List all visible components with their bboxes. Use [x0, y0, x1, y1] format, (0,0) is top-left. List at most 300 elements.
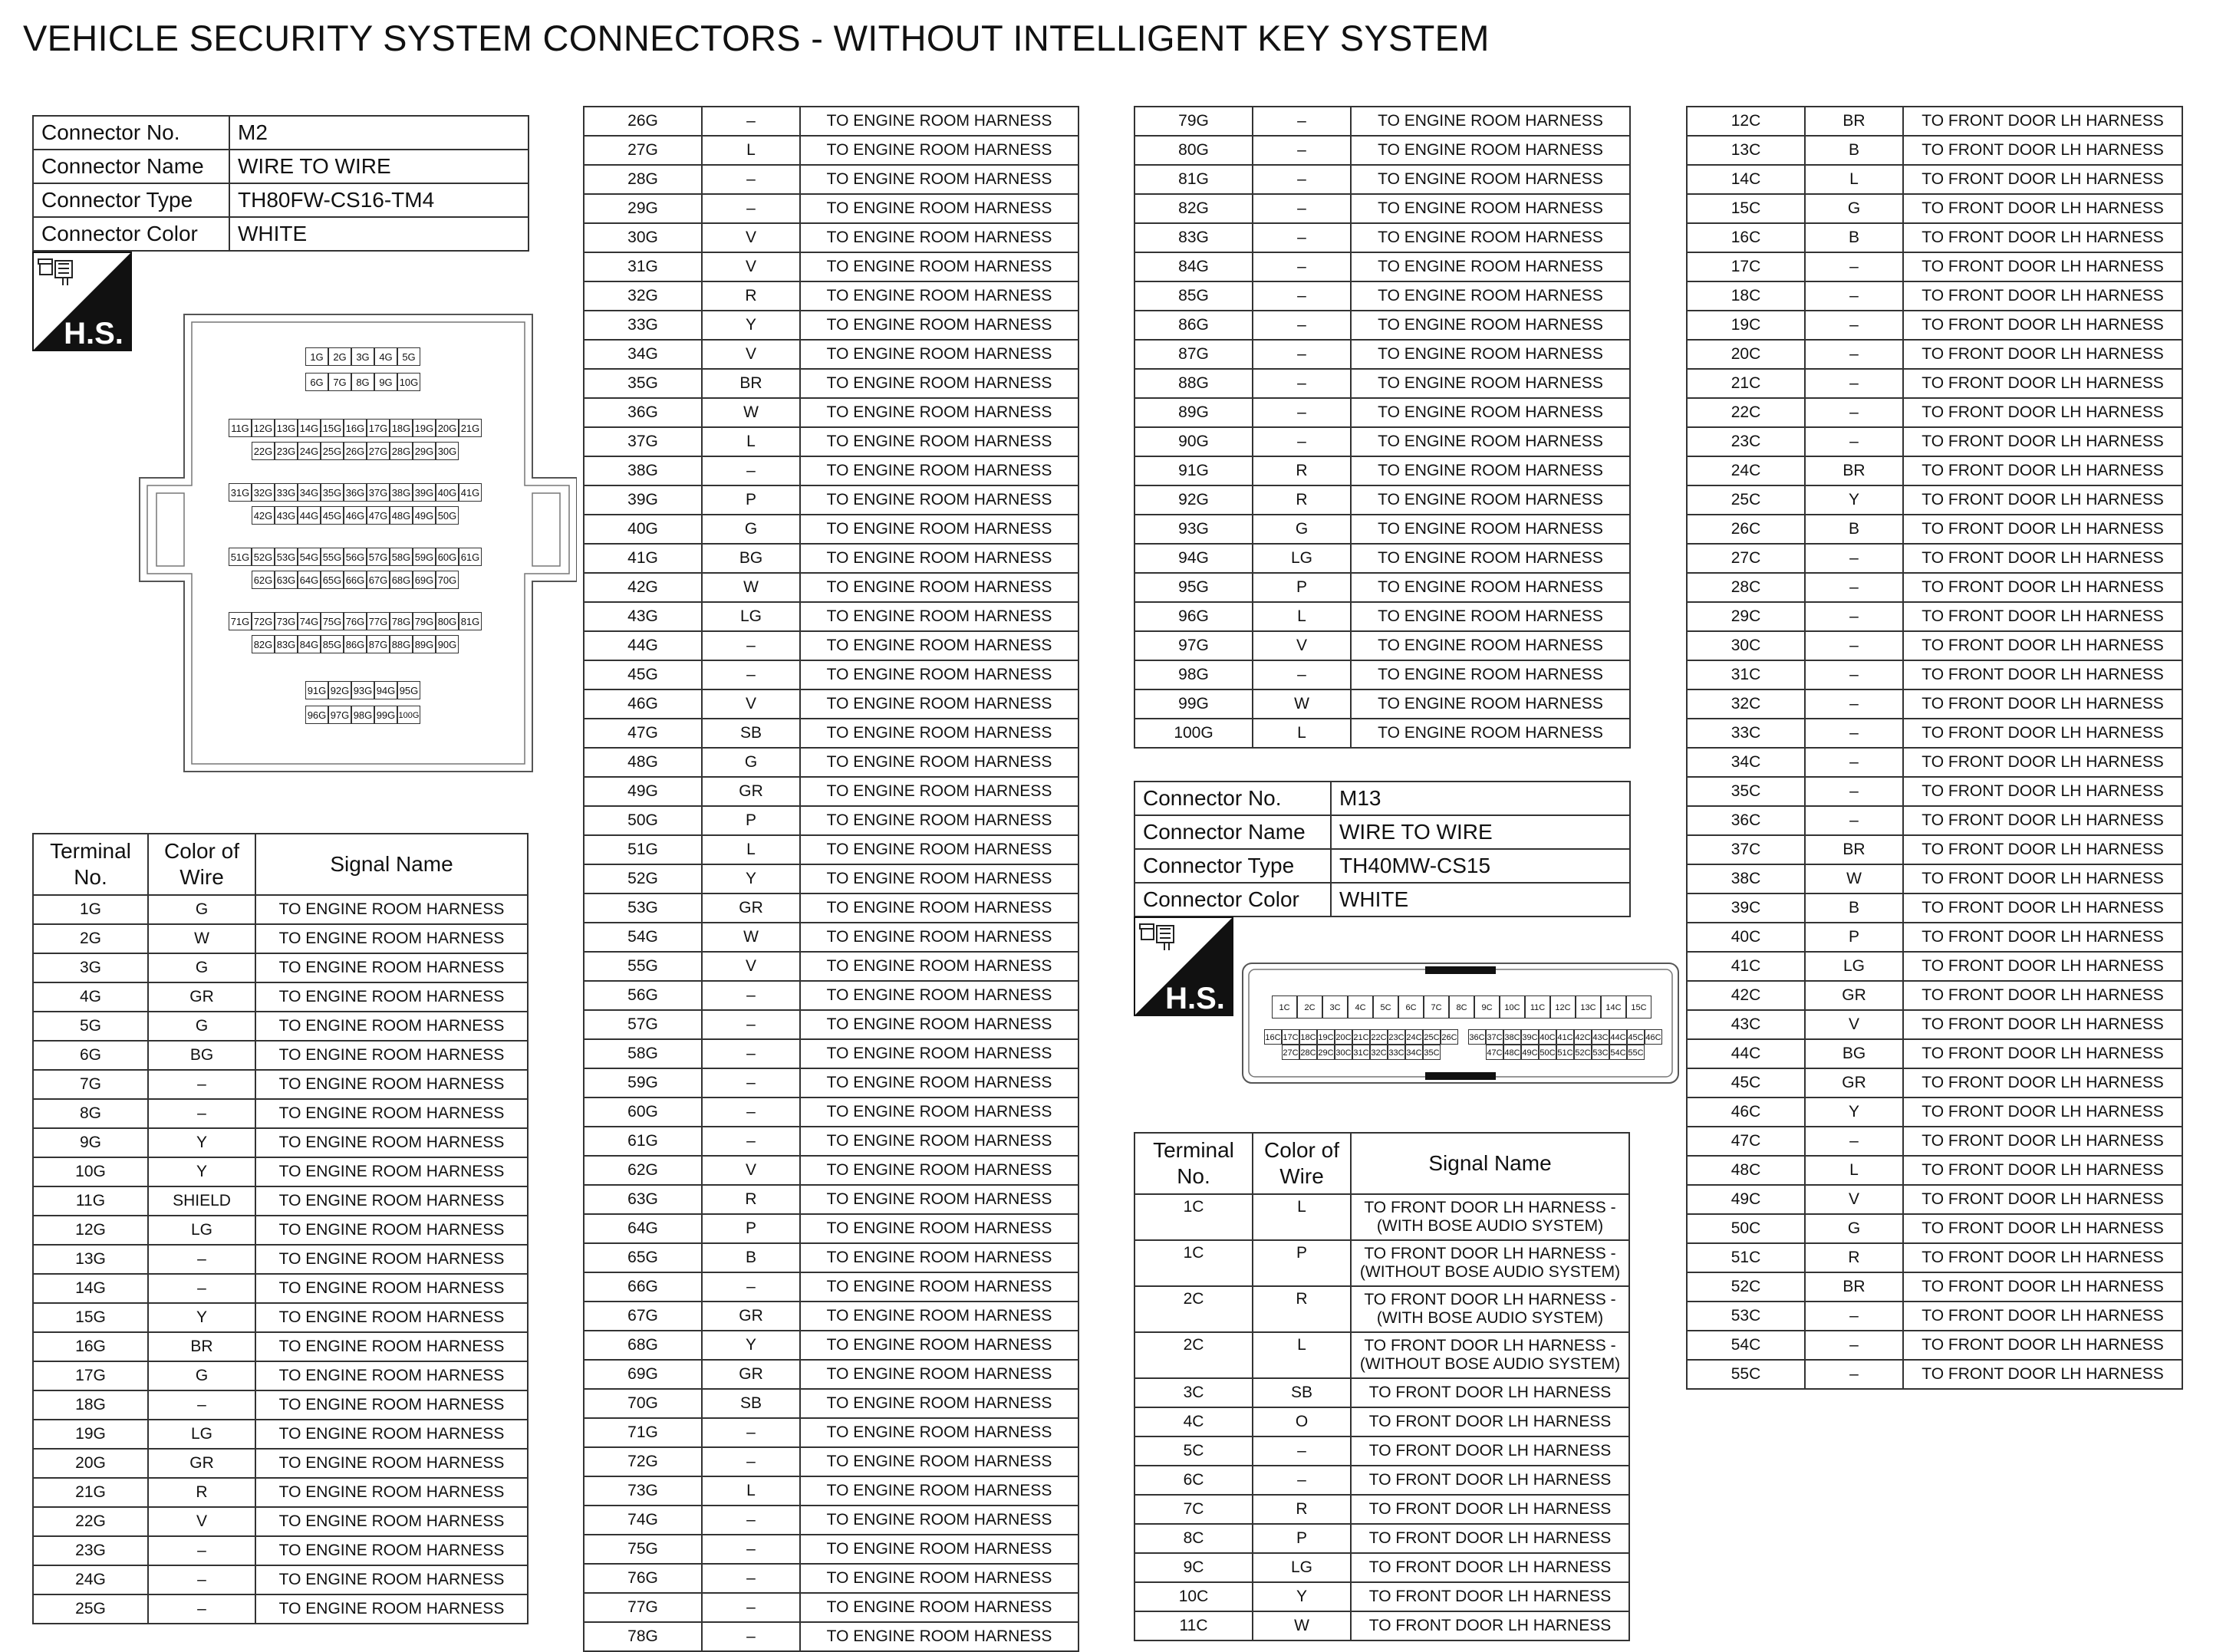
wire-color: G — [148, 953, 255, 982]
terminal-no: 35G — [584, 369, 702, 398]
wire-color: L — [1253, 602, 1351, 631]
signal-name: TO ENGINE ROOM HARNESS — [255, 1157, 528, 1186]
terminal-cavity: 21C — [1352, 1029, 1370, 1045]
terminal-cavity: 13G — [275, 419, 298, 437]
signal-name: TO ENGINE ROOM HARNESS — [800, 1622, 1078, 1651]
terminal-no: 45G — [584, 660, 702, 689]
signal-name: TO FRONT DOOR LH HARNESS — [1351, 1466, 1629, 1495]
terminal-cavity: 52C — [1574, 1045, 1592, 1060]
signal-name: TO ENGINE ROOM HARNESS — [1351, 485, 1630, 515]
terminal-no: 46C — [1687, 1097, 1805, 1127]
signal-name: TO ENGINE ROOM HARNESS — [1351, 369, 1630, 398]
info-label: Connector Color — [33, 217, 229, 251]
terminal-no: 47G — [584, 719, 702, 748]
terminal-cavity: 93G — [351, 681, 374, 699]
header-color: Color of Wire — [1253, 1133, 1351, 1194]
terminal-no: 17G — [33, 1361, 148, 1390]
wire-color: R — [702, 1185, 800, 1214]
signal-line-2: (WITH BOSE AUDIO SYSTEM) — [1376, 1309, 1604, 1327]
terminal-no: 29C — [1687, 602, 1805, 631]
wire-color: – — [1805, 660, 1903, 689]
terminal-no: 22C — [1687, 398, 1805, 427]
wire-color: GR — [1805, 1068, 1903, 1097]
terminal-no: 45C — [1687, 1068, 1805, 1097]
signal-name: TO ENGINE ROOM HARNESS — [255, 1478, 528, 1507]
wire-color: V — [1805, 1185, 1903, 1214]
table-row — [1134, 544, 1630, 573]
table-row — [584, 398, 1078, 427]
info-value: M2 — [229, 116, 529, 150]
table-row — [1134, 1332, 1629, 1378]
info-label: Connector Type — [1134, 849, 1331, 883]
terminal-cavity: 95G — [397, 681, 420, 699]
wire-color: – — [1805, 748, 1903, 777]
signal-name: TO FRONT DOOR LH HARNESS — [1903, 1185, 2182, 1214]
info-value: M13 — [1331, 782, 1630, 815]
signal-name: TO ENGINE ROOM HARNESS — [1351, 398, 1630, 427]
table-row — [584, 311, 1078, 340]
signal-name: TO ENGINE ROOM HARNESS — [800, 952, 1078, 981]
table-row — [1687, 660, 2182, 689]
terminal-cavity: 73G — [275, 612, 298, 630]
terminal-no: 64G — [584, 1214, 702, 1243]
table-row — [1687, 719, 2182, 748]
terminal-no: 15G — [33, 1303, 148, 1332]
wire-color: – — [1253, 369, 1351, 398]
table-row — [1134, 369, 1630, 398]
wire-color: – — [702, 456, 800, 485]
terminal-cavity: 96G — [305, 706, 328, 724]
signal-name: TO ENGINE ROOM HARNESS — [800, 777, 1078, 806]
terminal-no: 98G — [1134, 660, 1253, 689]
table-row — [584, 1593, 1078, 1622]
wire-color: G — [1805, 194, 1903, 223]
wire-color: L — [702, 136, 800, 165]
terminal-no: 10C — [1134, 1582, 1253, 1611]
table-row — [33, 1245, 528, 1274]
terminal-cavity: 69G — [413, 571, 436, 589]
signal-name: TO ENGINE ROOM HARNESS — [800, 835, 1078, 864]
terminal-cavity: 38C — [1503, 1029, 1521, 1045]
terminal-no: 30G — [584, 223, 702, 252]
signal-name: TO ENGINE ROOM HARNESS — [1351, 456, 1630, 485]
terminal-no: 10G — [33, 1157, 148, 1186]
signal-name: TO ENGINE ROOM HARNESS — [800, 1068, 1078, 1097]
signal-name: TO ENGINE ROOM HARNESS — [255, 1070, 528, 1099]
terminal-no: 89G — [1134, 398, 1253, 427]
terminal-no: 2C — [1134, 1286, 1253, 1332]
table-row — [1687, 281, 2182, 311]
wire-color: Y — [1805, 485, 1903, 515]
m2-terminal-table-continued-2 — [1134, 106, 1631, 749]
table-row — [584, 252, 1078, 281]
terminal-cavity: 75G — [321, 612, 344, 630]
table-row — [1687, 1302, 2182, 1331]
table-row — [1687, 194, 2182, 223]
m13-terminal-table-continued — [1686, 106, 2183, 1390]
terminal-cavity: 37G — [367, 483, 390, 502]
terminal-no: 41C — [1687, 952, 1805, 981]
terminal-cavity: 16G — [344, 419, 367, 437]
terminal-no: 2G — [33, 924, 148, 953]
terminal-cavity: 53C — [1592, 1045, 1609, 1060]
wire-color: – — [1805, 340, 1903, 369]
wire-color: – — [1805, 398, 1903, 427]
terminal-no: 53C — [1687, 1302, 1805, 1331]
terminal-no: 36C — [1687, 806, 1805, 835]
terminal-no: 48G — [584, 748, 702, 777]
terminal-cavity: 51C — [1556, 1045, 1574, 1060]
terminal-cavity: 97G — [328, 706, 351, 724]
signal-name: TO ENGINE ROOM HARNESS — [800, 194, 1078, 223]
terminal-no: 14C — [1687, 165, 1805, 194]
wire-color: GR — [702, 1302, 800, 1331]
table-row — [584, 340, 1078, 369]
wire-color: – — [1253, 427, 1351, 456]
terminal-cavity: 52G — [252, 548, 275, 566]
table-row — [584, 806, 1078, 835]
m2-terminal-table — [32, 833, 529, 1624]
terminal-no: 31G — [584, 252, 702, 281]
terminal-cavity: 92G — [328, 681, 351, 699]
terminal-cavity: 8G — [351, 373, 374, 391]
wire-color: BG — [148, 1041, 255, 1070]
terminal-no: 12C — [1687, 107, 1805, 136]
table-row — [584, 981, 1078, 1010]
table-row — [1687, 398, 2182, 427]
terminal-cavity: 91G — [305, 681, 328, 699]
terminal-no: 20C — [1687, 340, 1805, 369]
terminal-cavity: 68G — [390, 571, 413, 589]
table-row — [1134, 1524, 1629, 1553]
wire-color: – — [1805, 777, 1903, 806]
terminal-no: 24G — [33, 1565, 148, 1594]
terminal-cavity: 42G — [252, 506, 275, 525]
terminal-no: 67G — [584, 1302, 702, 1331]
signal-name: TO ENGINE ROOM HARNESS — [1351, 719, 1630, 748]
terminal-cavity: 4G — [374, 347, 397, 366]
signal-name: TO ENGINE ROOM HARNESS — [800, 806, 1078, 835]
terminal-cavity: 29C — [1317, 1045, 1335, 1060]
terminal-no: 39C — [1687, 893, 1805, 923]
terminal-cavity: 6C — [1398, 995, 1424, 1019]
terminal-no: 90G — [1134, 427, 1253, 456]
wire-color: – — [1253, 194, 1351, 223]
wire-color: W — [702, 398, 800, 427]
wire-color: GR — [148, 1449, 255, 1478]
wire-color: L — [702, 835, 800, 864]
m13-connector-face — [1241, 957, 1680, 1089]
wire-color: – — [1253, 398, 1351, 427]
terminal-cavity: 32C — [1370, 1045, 1388, 1060]
terminal-no: 5C — [1134, 1436, 1253, 1466]
table-row — [1687, 1214, 2182, 1243]
terminal-no: 52G — [584, 864, 702, 893]
wire-color: – — [148, 1099, 255, 1128]
wire-color: L — [702, 1476, 800, 1506]
table-row — [1134, 1194, 1629, 1240]
signal-name: TO FRONT DOOR LH HARNESS — [1903, 515, 2182, 544]
terminal-cavity: 11C — [1525, 995, 1550, 1019]
terminal-no: 22G — [33, 1507, 148, 1536]
table-row — [1687, 952, 2182, 981]
wire-color: L — [1805, 165, 1903, 194]
terminal-no: 88G — [1134, 369, 1253, 398]
info-row — [33, 150, 529, 183]
terminal-no: 30C — [1687, 631, 1805, 660]
table-row — [584, 602, 1078, 631]
wire-color: – — [702, 1564, 800, 1593]
terminal-cavity: 39G — [413, 483, 436, 502]
terminal-cavity: 46C — [1645, 1029, 1662, 1045]
signal-name: TO FRONT DOOR LH HARNESS — [1903, 1331, 2182, 1360]
header-signal: Signal Name — [1351, 1133, 1629, 1194]
signal-name: TO ENGINE ROOM HARNESS — [800, 223, 1078, 252]
wire-color: V — [148, 1507, 255, 1536]
table-row — [584, 1535, 1078, 1564]
terminal-cavity: 3C — [1322, 995, 1348, 1019]
table-row — [1134, 456, 1630, 485]
terminal-no: 41G — [584, 544, 702, 573]
terminal-no: 3G — [33, 953, 148, 982]
signal-name: TO ENGINE ROOM HARNESS — [800, 689, 1078, 719]
table-row — [1134, 1582, 1629, 1611]
signal-name: TO ENGINE ROOM HARNESS — [800, 281, 1078, 311]
terminal-no: 97G — [1134, 631, 1253, 660]
terminal-cavity: 17C — [1282, 1029, 1299, 1045]
table-row — [33, 1420, 528, 1449]
terminal-cavity: 85G — [321, 635, 344, 653]
table-row — [33, 1099, 528, 1128]
signal-name: TO FRONT DOOR LH HARNESS — [1903, 660, 2182, 689]
terminal-cavity: 10C — [1500, 995, 1525, 1019]
signal-name: TO FRONT DOOR LH HARNESS — [1903, 1127, 2182, 1156]
terminal-no: 40G — [584, 515, 702, 544]
terminal-cavity: 98G — [351, 706, 374, 724]
signal-name: TO ENGINE ROOM HARNESS — [800, 515, 1078, 544]
terminal-no: 3C — [1134, 1378, 1253, 1407]
info-label: Connector Name — [33, 150, 229, 183]
wire-color: – — [702, 107, 800, 136]
table-row — [1134, 1286, 1629, 1332]
table-row — [33, 1216, 528, 1245]
wire-color: BR — [1805, 1272, 1903, 1302]
signal-name: TO ENGINE ROOM HARNESS — [255, 1536, 528, 1565]
terminal-cavity: 36G — [344, 483, 367, 502]
terminal-cavity: 30C — [1335, 1045, 1352, 1060]
terminal-no: 59G — [584, 1068, 702, 1097]
wire-color: GR — [148, 982, 255, 1012]
info-label: Connector No. — [33, 116, 229, 150]
header-row — [1134, 1133, 1629, 1194]
signal-name: TO FRONT DOOR LH HARNESS — [1903, 223, 2182, 252]
terminal-no: 14G — [33, 1274, 148, 1303]
table-row — [584, 923, 1078, 952]
signal-name: TO ENGINE ROOM HARNESS — [800, 1593, 1078, 1622]
table-row — [584, 1010, 1078, 1039]
wire-color: – — [148, 1245, 255, 1274]
table-row — [33, 1012, 528, 1041]
terminal-no: 35C — [1687, 777, 1805, 806]
m2-connector-info-table — [32, 115, 529, 252]
wire-color: L — [1253, 1194, 1351, 1240]
header-color: Color of Wire — [148, 834, 255, 895]
signal-name: TO ENGINE ROOM HARNESS — [800, 1243, 1078, 1272]
wire-color: – — [1805, 369, 1903, 398]
terminal-cavity: 50G — [436, 506, 459, 525]
table-row — [1687, 923, 2182, 952]
terminal-no: 7C — [1134, 1495, 1253, 1524]
wire-color: V — [702, 952, 800, 981]
terminal-no: 6C — [1134, 1466, 1253, 1495]
wire-color: G — [148, 1361, 255, 1390]
table-row — [1687, 1127, 2182, 1156]
terminal-no: 93G — [1134, 515, 1253, 544]
table-row — [1134, 1553, 1629, 1582]
terminal-no: 18G — [33, 1390, 148, 1420]
signal-name: TO ENGINE ROOM HARNESS — [1351, 194, 1630, 223]
svg-text:H.S.: H.S. — [64, 317, 123, 350]
signal-name: TO ENGINE ROOM HARNESS — [1351, 660, 1630, 689]
terminal-no: 17C — [1687, 252, 1805, 281]
terminal-no: 27G — [584, 136, 702, 165]
signal-name: TO FRONT DOOR LH HARNESS — [1903, 427, 2182, 456]
signal-name: TO ENGINE ROOM HARNESS — [800, 485, 1078, 515]
table-row — [584, 369, 1078, 398]
terminal-cavity: 35C — [1423, 1045, 1441, 1060]
terminal-no: 8G — [33, 1099, 148, 1128]
wire-color: G — [1253, 515, 1351, 544]
terminal-cavity: 70G — [436, 571, 459, 589]
wire-color: GR — [702, 1360, 800, 1389]
signal-name: TO ENGINE ROOM HARNESS — [800, 1127, 1078, 1156]
terminal-no: 44G — [584, 631, 702, 660]
table-row — [33, 1594, 528, 1624]
signal-name: TO ENGINE ROOM HARNESS — [1351, 340, 1630, 369]
terminal-no: 21C — [1687, 369, 1805, 398]
signal-name: TO ENGINE ROOM HARNESS — [800, 748, 1078, 777]
terminal-no: 26G — [584, 107, 702, 136]
table-row — [33, 1449, 528, 1478]
signal-name: TO FRONT DOOR LH HARNESS — [1903, 398, 2182, 427]
terminal-cavity: 14C — [1601, 995, 1626, 1019]
wire-color: W — [148, 924, 255, 953]
terminal-cavity: 48G — [390, 506, 413, 525]
signal-name: TO FRONT DOOR LH HARNESS — [1903, 806, 2182, 835]
terminal-no: 4C — [1134, 1407, 1253, 1436]
wire-color: P — [1253, 1240, 1351, 1286]
signal-name — [1351, 1286, 1629, 1332]
table-row — [1687, 311, 2182, 340]
terminal-no: 94G — [1134, 544, 1253, 573]
terminal-no: 5G — [33, 1012, 148, 1041]
table-row — [1687, 515, 2182, 544]
m13-harness-side-icon — [1134, 916, 1233, 1016]
terminal-cavity: 1C — [1272, 995, 1297, 1019]
terminal-cavity: 44C — [1609, 1029, 1627, 1045]
signal-name: TO ENGINE ROOM HARNESS — [255, 1216, 528, 1245]
table-row — [584, 281, 1078, 311]
table-row — [1687, 835, 2182, 864]
signal-name: TO ENGINE ROOM HARNESS — [800, 602, 1078, 631]
terminal-no: 61G — [584, 1127, 702, 1156]
terminal-no: 47C — [1687, 1127, 1805, 1156]
signal-name: TO ENGINE ROOM HARNESS — [255, 1565, 528, 1594]
signal-name: TO ENGINE ROOM HARNESS — [800, 1272, 1078, 1302]
terminal-no: 26C — [1687, 515, 1805, 544]
table-row — [1134, 107, 1630, 136]
terminal-cavity: 15G — [321, 419, 344, 437]
table-row — [584, 864, 1078, 893]
signal-name: TO ENGINE ROOM HARNESS — [800, 719, 1078, 748]
terminal-no: 50C — [1687, 1214, 1805, 1243]
signal-name: TO ENGINE ROOM HARNESS — [255, 1420, 528, 1449]
terminal-cavity: 84G — [298, 635, 321, 653]
terminal-no: 34G — [584, 340, 702, 369]
terminal-no: 21G — [33, 1478, 148, 1507]
table-row — [33, 1507, 528, 1536]
table-row — [1134, 573, 1630, 602]
wire-color: – — [1805, 689, 1903, 719]
table-row — [584, 660, 1078, 689]
signal-name: TO ENGINE ROOM HARNESS — [1351, 602, 1630, 631]
header-terminal: Terminal No. — [1134, 1133, 1253, 1194]
wire-color: – — [1805, 719, 1903, 748]
signal-name: TO ENGINE ROOM HARNESS — [800, 427, 1078, 456]
terminal-no: 1C — [1134, 1194, 1253, 1240]
signal-name: TO FRONT DOOR LH HARNESS — [1351, 1436, 1629, 1466]
terminal-cavity: 87G — [367, 635, 390, 653]
signal-name: TO ENGINE ROOM HARNESS — [1351, 252, 1630, 281]
terminal-cavity: 67G — [367, 571, 390, 589]
table-row — [1687, 340, 2182, 369]
table-row — [1134, 1240, 1629, 1286]
table-row — [1687, 893, 2182, 923]
table-row — [584, 1331, 1078, 1360]
wire-color: LG — [1805, 952, 1903, 981]
table-row — [584, 456, 1078, 485]
table-row — [1687, 485, 2182, 515]
signal-name: TO ENGINE ROOM HARNESS — [800, 1506, 1078, 1535]
wire-color: L — [1805, 1156, 1903, 1185]
terminal-cavity: 18C — [1299, 1029, 1317, 1045]
terminal-cavity: 25C — [1423, 1029, 1441, 1045]
signal-name: TO FRONT DOOR LH HARNESS — [1903, 311, 2182, 340]
signal-line-1: TO FRONT DOOR LH HARNESS - — [1364, 1199, 1616, 1216]
terminal-no: 37C — [1687, 835, 1805, 864]
signal-name: TO ENGINE ROOM HARNESS — [800, 1185, 1078, 1214]
table-row — [33, 1332, 528, 1361]
info-value: WIRE TO WIRE — [229, 150, 529, 183]
terminal-no: 1C — [1134, 1240, 1253, 1286]
wire-color: – — [702, 1272, 800, 1302]
terminal-cavity: 19C — [1317, 1029, 1335, 1045]
terminal-cavity: 40C — [1539, 1029, 1556, 1045]
terminal-cavity: 4C — [1348, 995, 1373, 1019]
table-row — [1134, 427, 1630, 456]
wire-color: V — [702, 223, 800, 252]
table-row — [584, 1360, 1078, 1389]
wire-color: LG — [148, 1420, 255, 1449]
terminal-cavity: 47G — [367, 506, 390, 525]
terminal-cavity: 16C — [1264, 1029, 1282, 1045]
wire-color: LG — [1253, 1553, 1351, 1582]
terminal-cavity: 82G — [252, 635, 275, 653]
terminal-cavity: 81G — [459, 612, 482, 630]
terminal-no: 75G — [584, 1535, 702, 1564]
terminal-cavity: 89G — [413, 635, 436, 653]
terminal-cavity: 22G — [252, 442, 275, 460]
